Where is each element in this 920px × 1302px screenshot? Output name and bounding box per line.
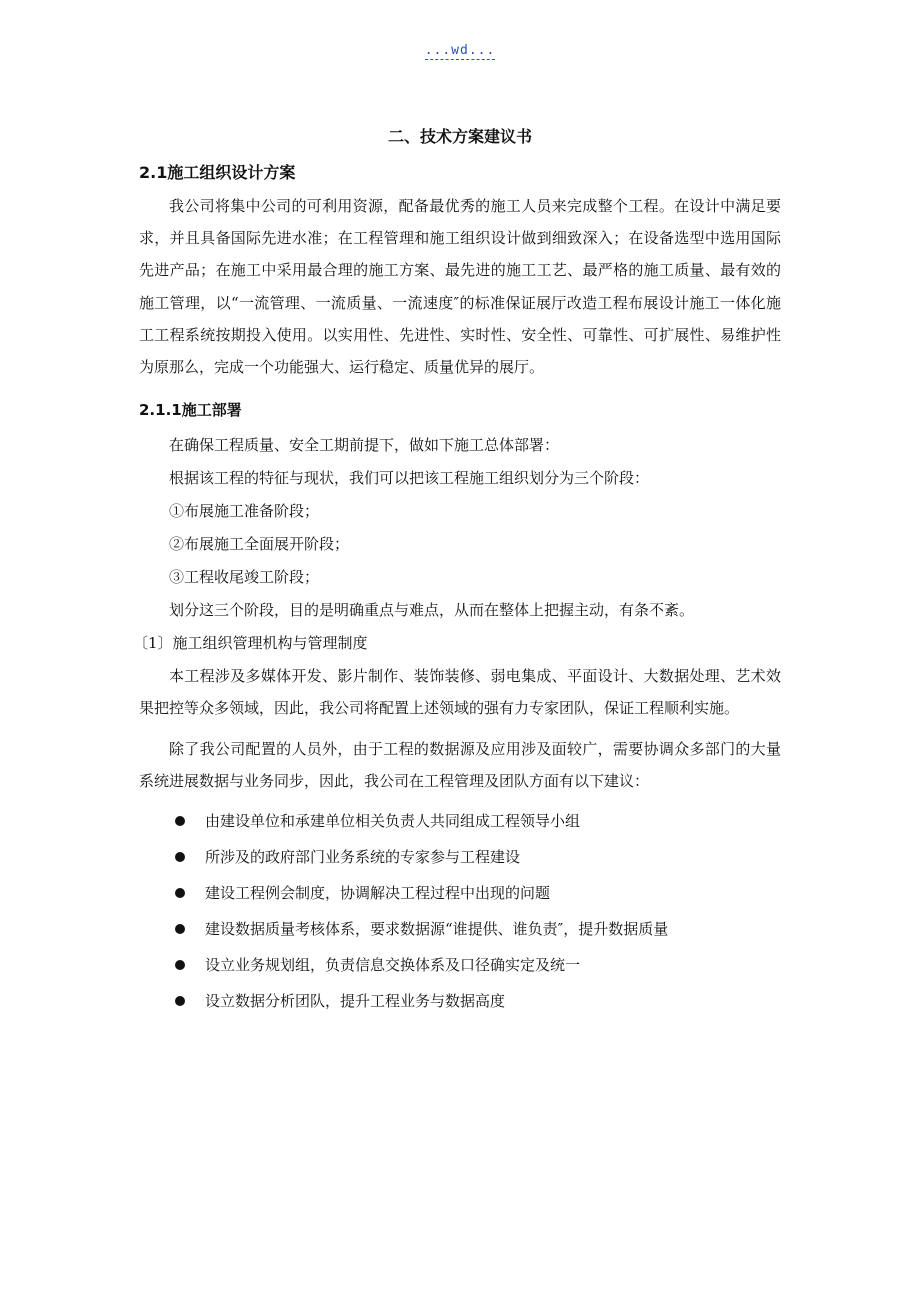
list-item [139,839,781,875]
subsection-heading: 2.1.1施工部署 [139,401,242,420]
header-watermark-text: ...wd... [424,43,496,58]
list-item [139,875,781,911]
list-item-text: 所涉及的政府部门业务系统的专家参与工程建设 [205,848,521,867]
recommendation-list [139,803,781,1019]
intro-paragraph: 我公司将集中公司的可利用资源，配备最优秀的施工人员来完成整个工程。在设计中满足要求，并且具备国际先进水准；在工程管理和施工组织设计做到细致深入；在设备选型中选用国际先进产品；在施工中采用最合理的施工方案、最先进的施工工艺、最严格的施工质量、最有效的施工管理，以“一流管理、一流质量、一流速度″的标准保证展厅改造工程布展设计施工一体化施工工程系统按期投入使用。以实用性、先进性、实时性、安全性、可靠性、可扩展性、易维护性为原那么，完成一个功能强大、运行稳定、质量优异的展厅。 [139,197,781,377]
team-paragraph: 本工程涉及多媒体开发、影片制作、装饰装修、弱电集成、平面设计、大数据处理、艺术效果把控等众多领域，因此，我公司将配置上述领域的强有力专家团队，保证工程顺利实施。 [139,667,781,718]
bullet-icon [175,816,185,826]
list-item [139,947,781,983]
document-title: 二、技术方案建议书 [387,127,532,146]
header-watermark [0,43,920,58]
bullet-icon [175,888,185,898]
list-item-text: 由建设单位和承建单位相关负责人共同组成工程领导小组 [205,812,581,831]
coordination-paragraph: 除了我公司配置的人员外，由于工程的数据源及应用涉及面较广，需要协调众多部门的大量系统进展数据与业务同步，因此，我公司在工程管理及团队方面有以下建议： [139,739,781,790]
section-heading: 2.1施工组织设计方案 [139,163,296,182]
list-item [139,803,781,839]
deployment-line: 根据该工程的特征与现状，我们可以把该工程施工组织划分为三个阶段： [169,469,650,488]
list-item-text: 设立数据分析团队，提升工程业务与数据高度 [205,992,506,1011]
bullet-icon [175,996,185,1006]
list-item [139,983,781,1019]
list-item-text: 设立业务规划组，负责信息交换体系及口径确实定及统一 [205,956,581,975]
deployment-line: 划分这三个阶段，目的是明确重点与难点，从而在整体上把握主动，有条不紊。 [169,601,695,620]
list-item [139,911,781,947]
deployment-line: ③工程收尾竣工阶段； [169,568,320,587]
list-item-text: 建设工程例会制度，协调解决工程过程中出现的问题 [205,884,551,903]
item-heading: 〔1〕施工组织管理机构与管理制度 [133,634,368,653]
bullet-icon [175,924,185,934]
deployment-line: ①布展施工准备阶段； [169,502,320,521]
bullet-icon [175,960,185,970]
bullet-icon [175,852,185,862]
deployment-line: 在确保工程质量、安全工期前提下，做如下施工总体部署： [169,436,560,455]
list-item-text: 建设数据质量考核体系，要求数据源“谁提供、谁负责″，提升数据质量 [205,920,669,939]
document-body [133,124,781,1019]
deployment-line: ②布展施工全面展开阶段； [169,535,350,554]
